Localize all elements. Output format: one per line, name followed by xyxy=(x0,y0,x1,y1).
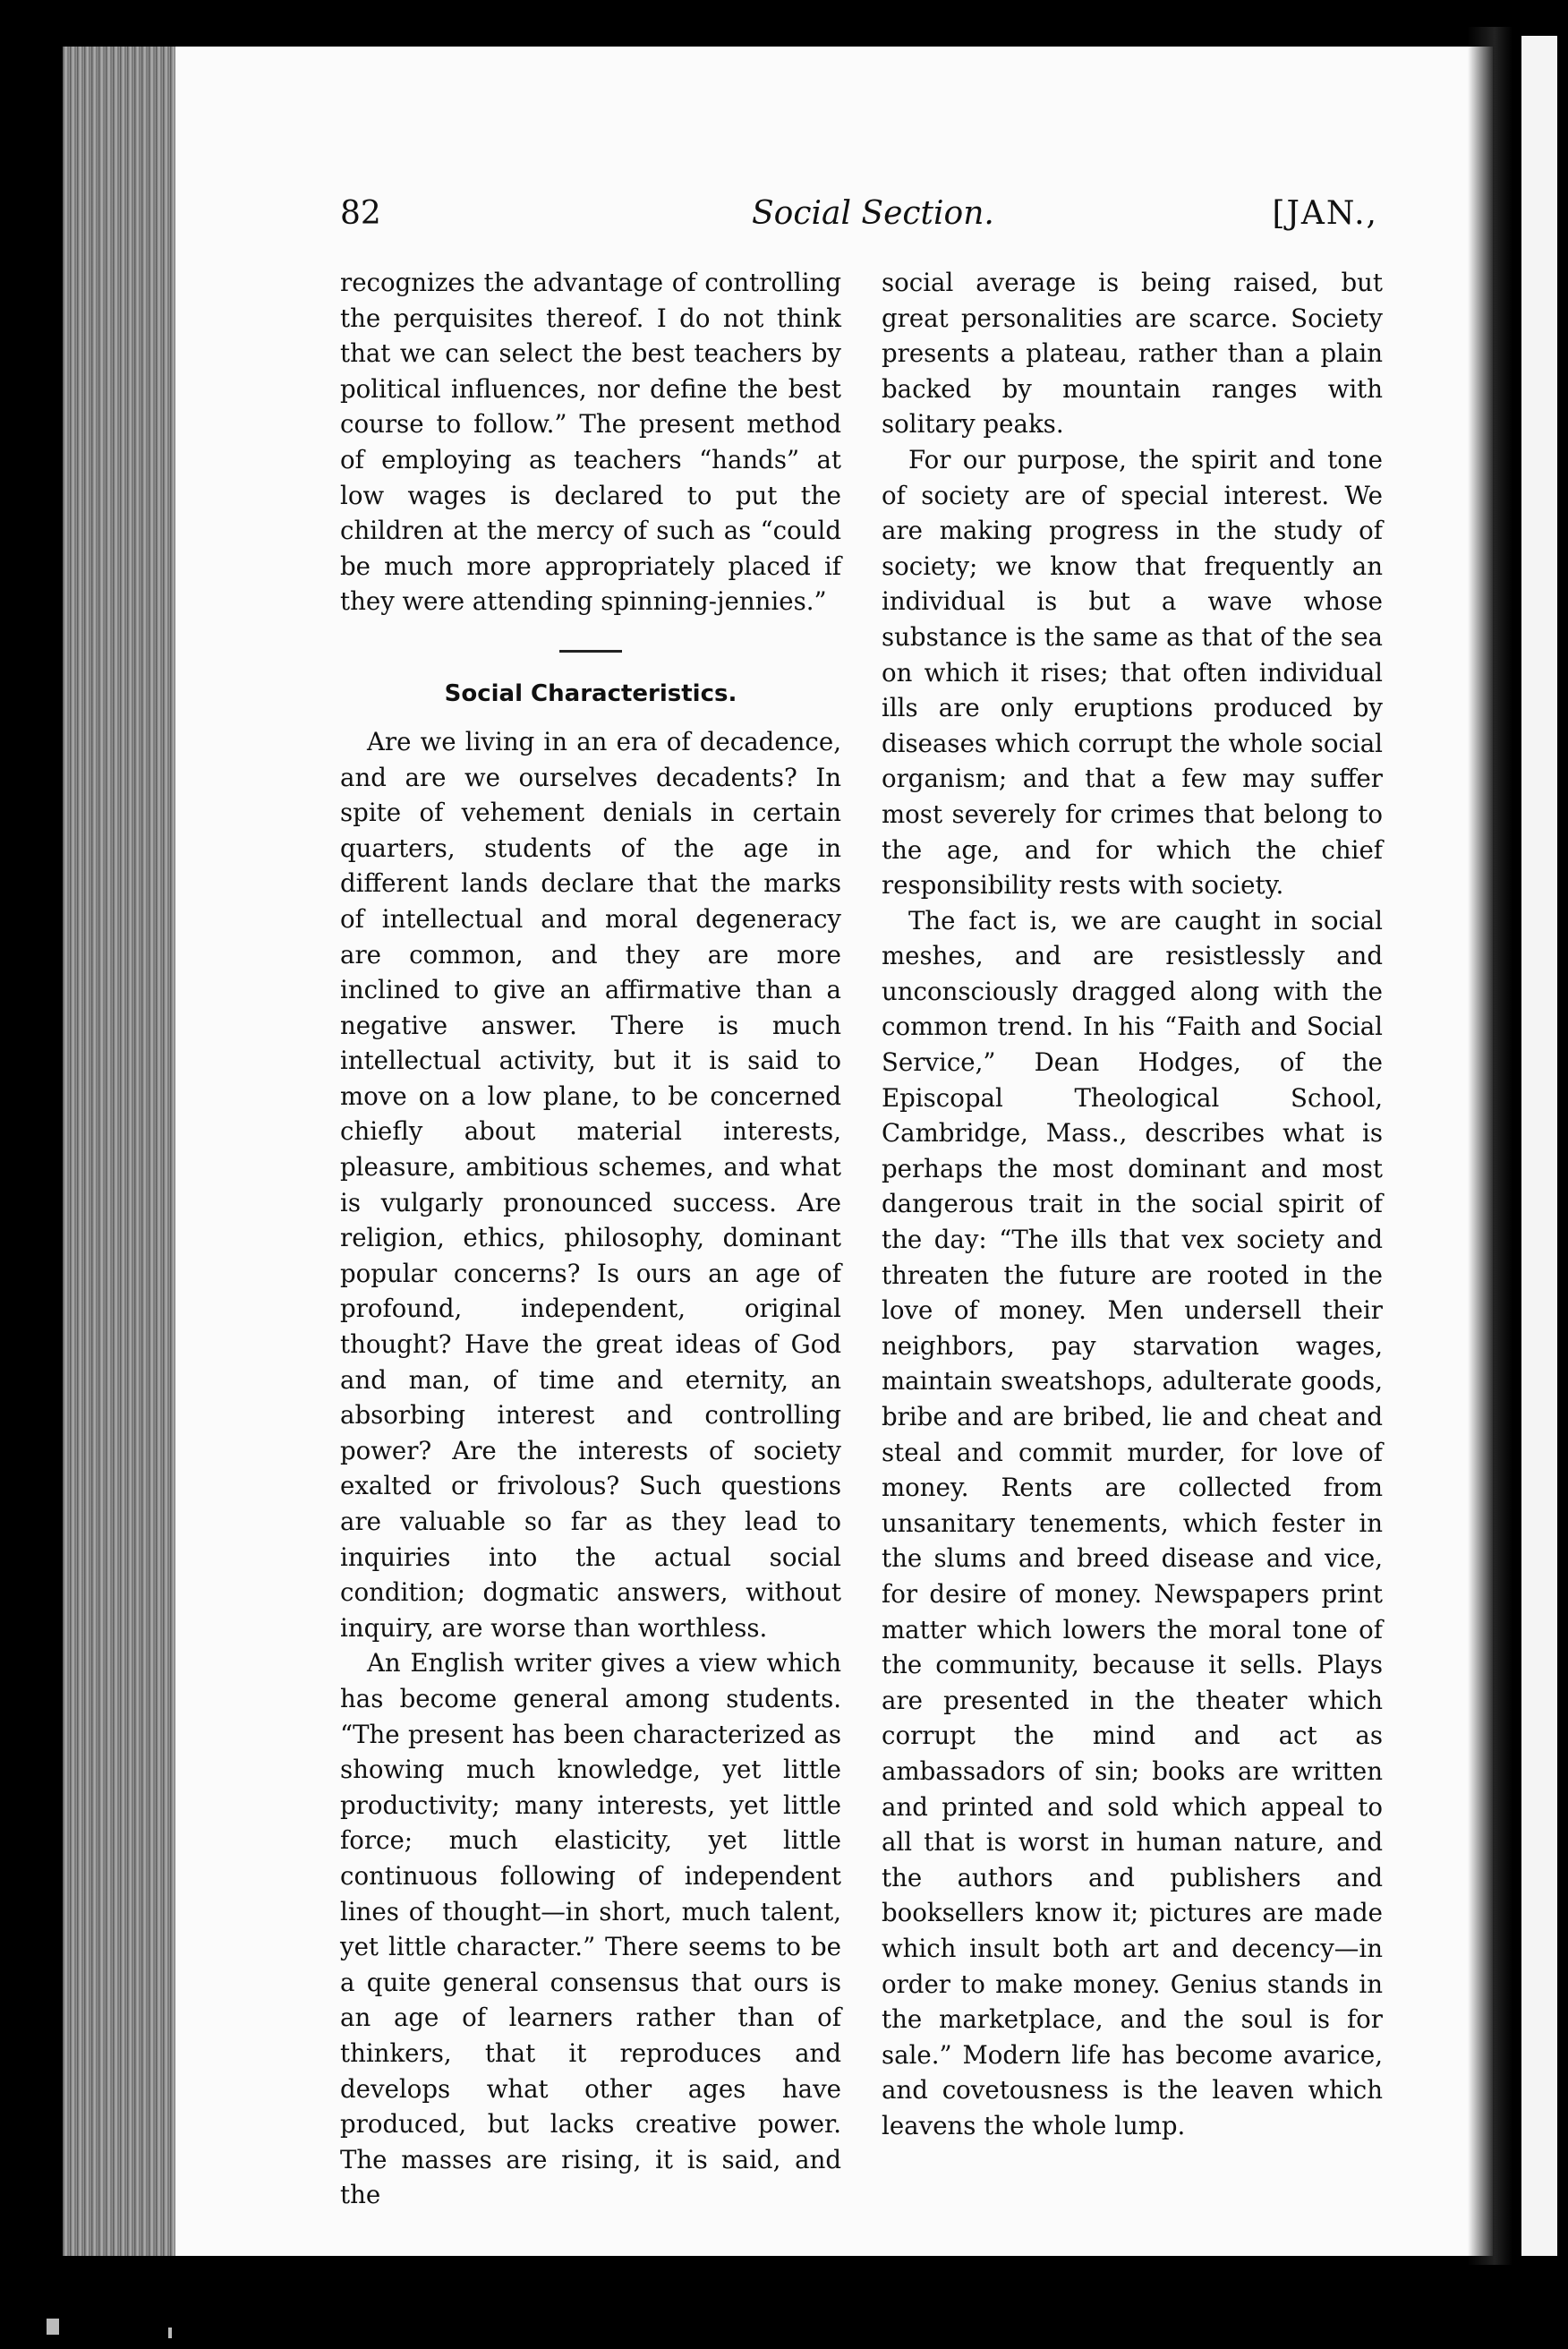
paragraph: social average is being raised, but great personalities are scarce. Society presents a plateau, rather than a plain backed by mountain ranges with solitary peaks. xyxy=(882,268,1383,440)
running-header xyxy=(340,195,1378,249)
header-date: [JAN., xyxy=(1272,195,1378,232)
paragraph: The fact is, we are caught in social meshes, and are resistlessly and unconsciously dragged along with the common trend. In his “Faith and Social Service,” Dean Hodges, of the Episcopal Theological School, Cambridge, Mass., describes what is perhaps the most dominant and most dangerous trait in the social spirit of the day: “The ills that vex society and threaten the future are rooted in the love of money. Men undersell their neighbors, pay starvation wages, maintain sweatshops, adulterate goods, bribe and are bribed, lie and cheat and steal and commit murder, for love of money. Rents are collected from unsanitary tenements, which fester in the slums and breed disease and vice, for desire of money. Newspapers print matter which lowers the moral tone of the community, because it sells. Plays are presented in the theater which corrupt the mind and act as ambassadors of sin; books are written and printed and sold which appeal to all that is worst in human nature, and the authors and publishers and booksellers know it; pictures are made which insult both art and decency—in order to make money. Genius stands in the marketplace, and the soul is for sale.” Modern life has become avarice, and covetousness is the leaven which leavens the whole lump. xyxy=(882,905,1383,2140)
scan-speck xyxy=(168,2328,172,2338)
paragraph: Are we living in an era of decadence, and are we ourselves decadents? In spite of vehement denials in certain quarters, students of the age in different lands declare that the marks of intellectual and moral degeneracy are common, and they are more inclined to give an affirmative than a negative answer. There is much intellectual activity, but it is said to move on a low plane, to be concerned chiefly about material interests, pleasure, ambitious schemes, and what is vulgarly pronounced success. Are religion, ethics, philosophy, dominant popular concerns? Is ours an age of profound, independent, original thought? Have the great ideas of God and man, of time and eternity, an absorbing interest and controlling power? Are the interests of society exalted or frivolous? Such questions are valuable so far as they lead to inquiries into the actual social condition; dogmatic answers, without inquiry, are worse than worthless. xyxy=(340,726,841,1643)
right-column xyxy=(882,265,1383,2143)
section-title: Social Section. xyxy=(752,195,994,232)
section-divider xyxy=(559,650,622,653)
paragraph: For our purpose, the spirit and tone of society are of special interest. We are making progress in the study of society; we know that frequently an individual is but a wave whose substance is the same as that of the sea on which it rises; that often individual ills are only eruptions produced by diseases which corrupt the whole social organism; and that a few may suffer most severely for crimes that belong to the age, and for which the chief responsibility rests with society. xyxy=(882,444,1383,901)
paragraph: An English writer gives a view which has become general among students. “The present has been characterized as showing much knowledge, yet little productivity; many interests, yet little force; much elasticity, yet little continuous following of independent lines of thought—in short, much talent, yet little character.” There seems to be a quite general consensus that ours is an age of learners rather than of thinkers, that it reproduces and develops what other ages have produced, but lacks creative power. The masses are rising, it is said, and the xyxy=(340,1648,841,2210)
left-column xyxy=(340,265,841,2213)
scan-speck xyxy=(47,2319,59,2335)
page-number: 82 xyxy=(340,195,381,232)
paragraph: recognizes the advantage of controlling the perquisites thereof. I do not think that we can select the best teachers by political influences, nor define the best course to follow.” The present method of employing as teachers “hands” at low wages is declared to put the children at the mercy of such as “could be much more appropriately placed if they were attending spinning-jennies.” xyxy=(340,268,841,617)
facing-page-edge xyxy=(1521,36,1557,2256)
section-heading: Social Characteristics. xyxy=(444,679,737,707)
book-page-edges xyxy=(63,47,179,2256)
gutter-shadow xyxy=(1468,27,1513,2265)
